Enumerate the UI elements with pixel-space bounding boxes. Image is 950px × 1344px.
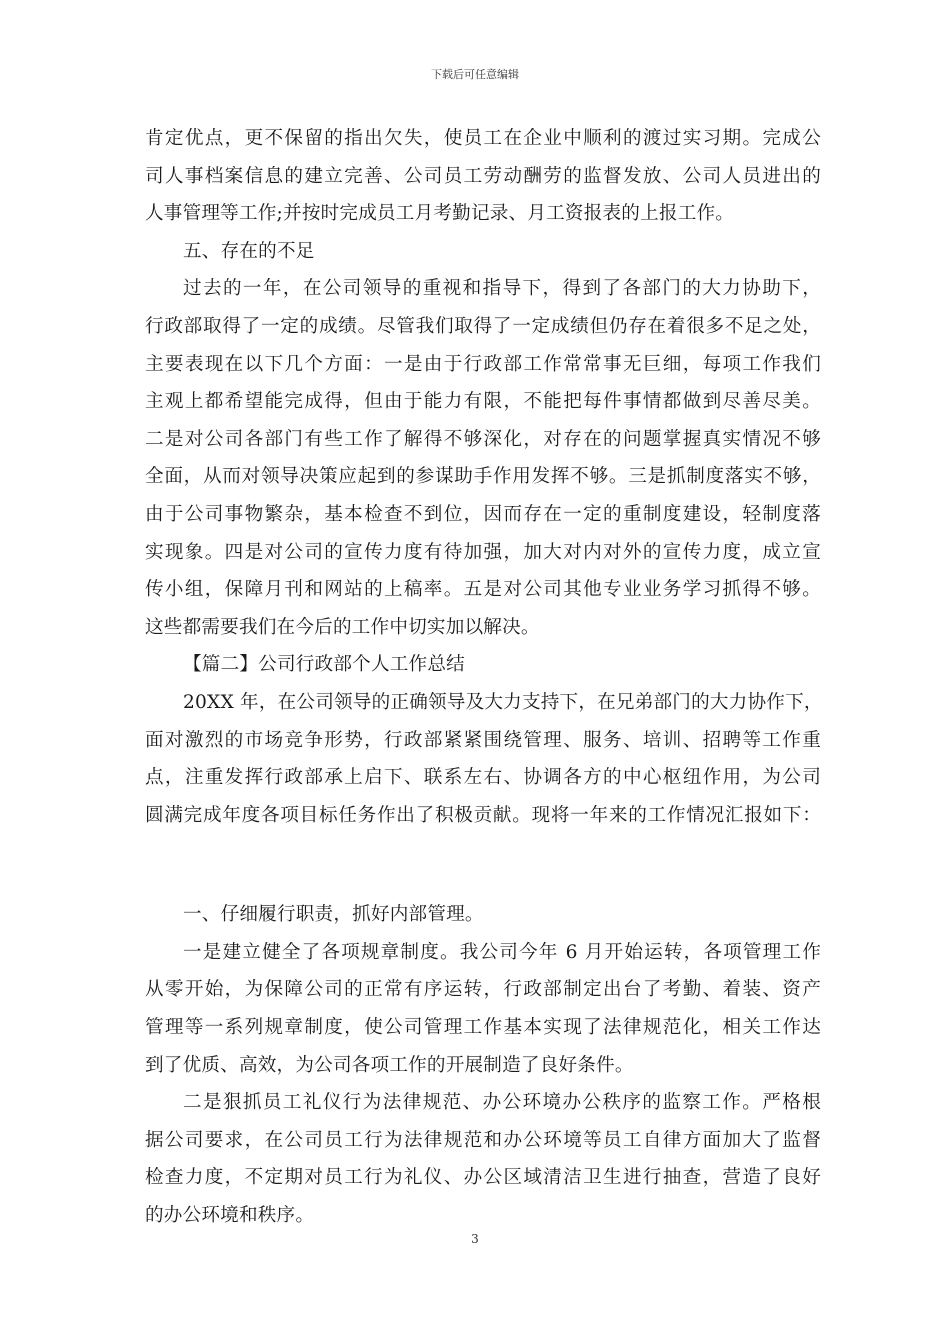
article-heading: 【篇二】公司行政部个人工作总结 [183, 654, 465, 676]
text-line: 一是建立健全了各项规章制度。我公司今年 6 月开始运转，各项管理工作 [183, 941, 821, 963]
document-body [145, 120, 821, 1235]
text-line: 过去的一年，在公司领导的重视和指导下，得到了各部门的大力协助下， [183, 278, 821, 300]
text-line: 检查力度，不定期对员工行为礼仪、办公区域清洁卫生进行抽查，营造了良好 [145, 1167, 821, 1189]
text-line: 二是狠抓员工礼仪行为法律规范、办公环境办公秩序的监察工作。严格根 [183, 1092, 821, 1114]
text-line: 肯定优点，更不保留的指出欠失，使员工在企业中顺利的渡过实习期。完成公 [145, 128, 821, 149]
page-header-note: 下载后可任意编辑 [431, 68, 519, 81]
blank-line [145, 834, 821, 896]
text-line: 从零开始，为保障公司的正常有序运转，行政部制定出台了考勤、着装、资产 [145, 979, 821, 1001]
section-heading: 五、存在的不足 [183, 240, 315, 262]
text-line: 这些都需要我们在今后的工作中切实加以解决。 [145, 616, 540, 638]
text-line: 面对激烈的市场竞争形势，行政部紧紧围绕管理、服务、培训、招聘等工作重 [145, 729, 821, 751]
text-line: 行政部取得了一定的成绩。尽管我们取得了一定成绩但仍存在着很多不足之处， [145, 315, 821, 337]
text-line: 司人事档案信息的建立完善、公司员工劳动酬劳的监督发放、公司人员进出的 [145, 165, 821, 187]
text-line: 据公司要求，在公司员工行为法律规范和办公环境等员工自律方面加大了监督 [145, 1129, 821, 1151]
text-line: 二是对公司各部门有些工作了解得不够深化，对存在的问题掌握真实情况不够 [145, 428, 821, 450]
text-line: 人事管理等工作;并按时完成员工月考勤记录、月工资报表的上报工作。 [145, 203, 735, 225]
text-line: 实现象。四是对公司的宣传力度有待加强，加大对内对外的宣传力度，成立宣 [145, 541, 821, 563]
text-line: 圆满完成年度各项目标任务作出了积极贡献。现将一年来的工作情况汇报如下： [145, 804, 821, 826]
section-heading: 一、仔细履行职责，抓好内部管理。 [183, 904, 484, 926]
text-line: 由于公司事物繁杂，基本检查不到位，因而存在一定的重制度建设，轻制度落 [145, 503, 821, 525]
page-number: 3 [471, 1232, 479, 1246]
text-line: 20XX 年，在公司领导的正确领导及大力支持下，在兄弟部门的大力协作下， [183, 691, 823, 713]
text-line: 主要表现在以下几个方面：一是由于行政部工作常常事无巨细，每项工作我们 [145, 353, 821, 375]
text-line: 管理等一系列规章制度，使公司管理工作基本实现了法律规范化，相关工作达 [145, 1017, 821, 1039]
text-line: 全面，从而对领导决策应起到的参谋助手作用发挥不够。三是抓制度落实不够， [145, 466, 821, 488]
text-line: 点，注重发挥行政部承上启下、联系左右、协调各方的中心枢纽作用，为公司 [145, 767, 821, 789]
text-line: 的办公环境和秩序。 [145, 1205, 315, 1227]
text-line: 到了优质、高效，为公司各项工作的开展制造了良好条件。 [145, 1054, 634, 1076]
text-line: 传小组，保障月刊和网站的上稿率。五是对公司其他专业业务学习抓得不够。 [145, 579, 821, 601]
text-line: 主观上都希望能完成得，但由于能力有限，不能把每件事情都做到尽善尽美。 [145, 391, 821, 413]
